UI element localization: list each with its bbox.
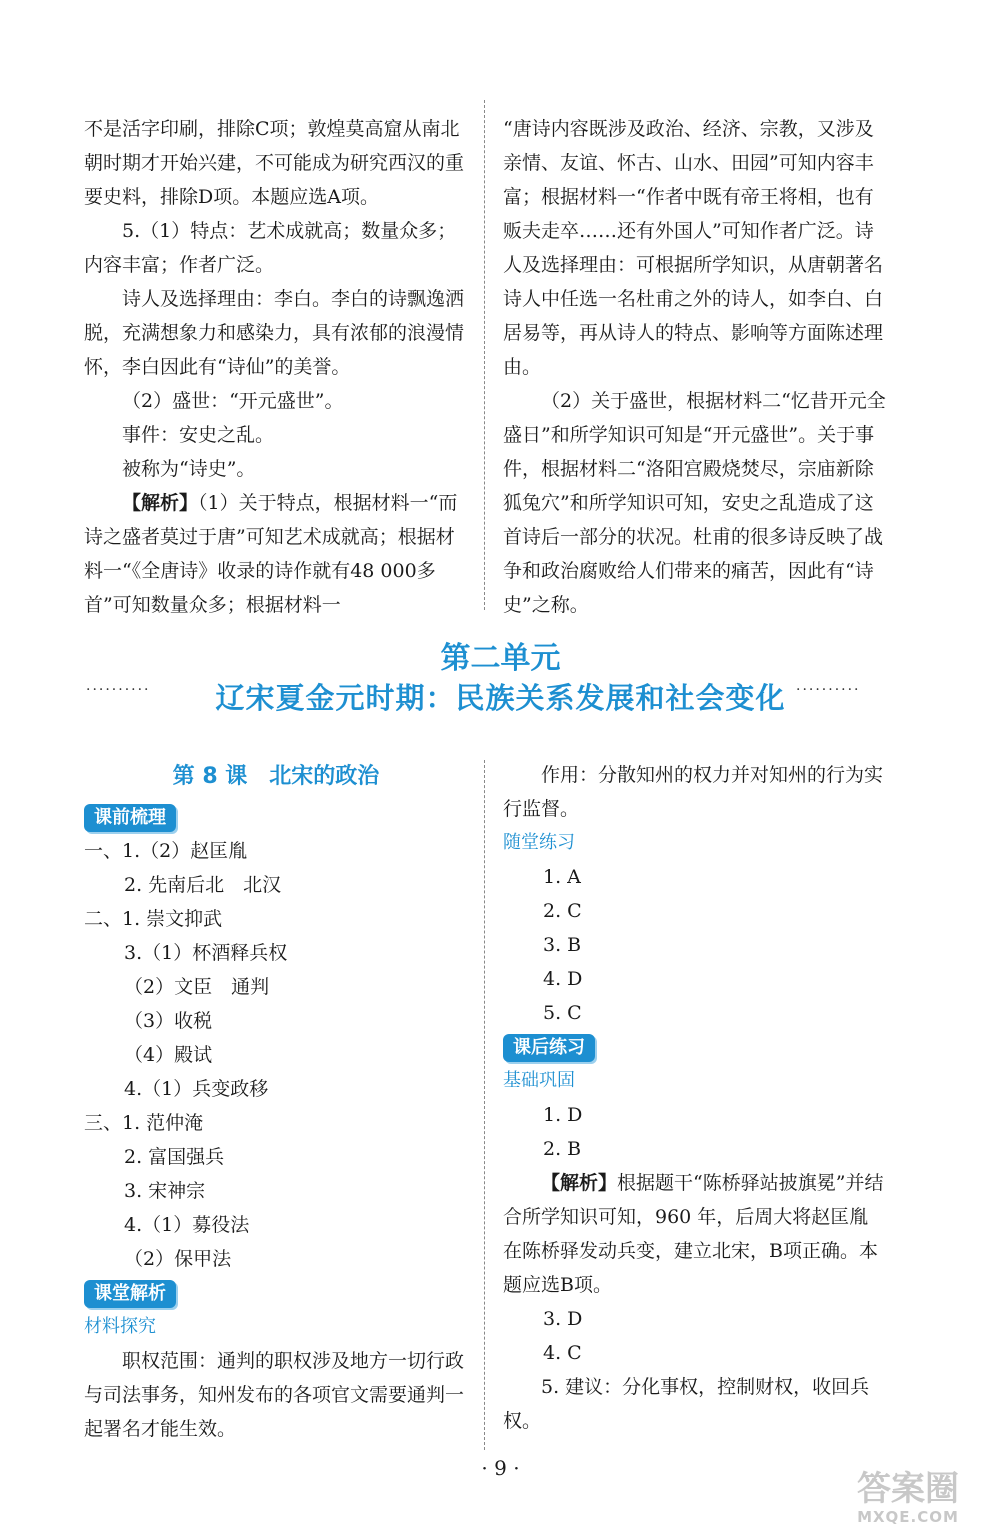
answer: 3. D (543, 1308, 583, 1330)
column-divider (484, 100, 485, 610)
material-label: 材料探究 (84, 1316, 156, 1337)
paragraph: 事件：安史之乱。 (122, 424, 275, 446)
outline-item: 4.（1）募役法 (124, 1214, 250, 1236)
dotted-rule-left: ·········· (86, 682, 151, 698)
top-left-column (84, 112, 468, 622)
answer: 2. B (543, 1138, 582, 1160)
outline-item: （2）保甲法 (124, 1248, 232, 1270)
outline-item: 3.（1）杯酒释兵权 (124, 942, 288, 964)
paragraph: （2）盛世：“开元盛世”。 (122, 390, 344, 412)
dotted-rule-right: ·········· (796, 682, 861, 698)
top-right-column (503, 112, 887, 622)
analysis-paragraph (503, 1166, 887, 1302)
after-class-badge: 课后练习 (503, 1034, 595, 1062)
analysis-text: 根据题干“陈桥驿站披旗冕”并结合所学知识可知，960 年，后周大将赵匡胤在陈桥驿发动兵变，建立北宋，B项正确。本题应选B项。 (503, 1172, 884, 1296)
analysis-label: 【解析】 (541, 1172, 618, 1194)
outline-item: 4.（1）兵变政移 (124, 1078, 269, 1100)
material-text: 职权范围：通判的职权涉及地方一切行政与司法事务，知州发布的各项官文需要通判一起署名才能生效。 (84, 1350, 465, 1440)
paragraph: 5.（1）特点：艺术成就高；数量众多；内容丰富；作者广泛。 (84, 220, 457, 276)
paragraph: 诗人及选择理由：李白。李白的诗飘逸洒脱，充满想象力和感染力，具有浓郁的浪漫情怀，李白因此有“诗仙”的美誉。 (84, 288, 465, 378)
watermark-logo (828, 1470, 988, 1532)
page-number: · 9 · (481, 1456, 520, 1480)
answer: 1. D (543, 1104, 583, 1126)
answer: 4. D (543, 968, 583, 990)
paragraph: 不是活字印刷，排除C项；敦煌莫高窟从南北朝时期才开始兴建，不可能成为研究西汉的重要史料，排除D项。本题应选A项。 (84, 118, 465, 208)
outline-item: （2）文臣 通判 (124, 976, 270, 998)
analysis-text: （1）关于特点，根据材料一“而诗之盛者莫过于唐”可知艺术成就高；根据材料一“《全唐诗》收录的诗作就有48 000多首”可知数量众多；根据材料一 (84, 492, 458, 616)
analysis-paragraph (84, 486, 468, 622)
paragraph: “唐诗内容既涉及政治、经济、宗教，又涉及亲情、友谊、怀古、山水、田园”可知内容丰富；根据材料一“作者中既有帝王将相，也有贩夫走卒……还有外国人”可知作者广泛。诗人及选择理由：可根据所学知识，从唐朝著名诗人中任选一名杜甫之外的诗人，如李白、白居易等，再从诗人的特点、影响等方面陈述理由。 (503, 118, 884, 378)
bottom-left-column (84, 760, 468, 1446)
outline-item: 三、1. 范仲淹 (84, 1112, 204, 1134)
unit-title: 第二单元 (440, 641, 561, 676)
unit-subtitle: 辽宋夏金元时期：民族关系发展和社会变化 (215, 681, 786, 715)
analysis-label: 【解析】 (122, 492, 199, 514)
suggestion-text: 5. 建议：分化事权，控制财权，收回兵权。 (503, 1376, 870, 1432)
paragraph: （2）关于盛世，根据材料二“忆昔开元全盛日”和所学知识可知是“开元盛世”。关于事件，根据材料二“洛阳宫殿烧焚尽，宗庙新除狐兔穴”和所学知识可知，安史之乱造成了这首诗后一部分的状况。杜甫的很多诗反映了战争和政治腐败给人们带来的痛苦，因此有“诗史”之称。 (503, 390, 886, 616)
outline-item: （3）收税 (124, 1010, 213, 1032)
pre-class-badge: 课前梳理 (84, 804, 176, 832)
outline-item: 2. 先南后北 北汉 (124, 874, 282, 896)
outline-item: 二、1. 崇文抑武 (84, 908, 223, 930)
outline-item: 一、1.（2）赵匡胤 (84, 840, 248, 862)
in-class-badge: 课堂解析 (84, 1280, 176, 1308)
outline-item: 3. 宋神宗 (124, 1180, 206, 1202)
lesson-title: 第 8 课 北宋的政治 (172, 764, 380, 789)
function-text: 作用：分散知州的权力并对知州的行为实行监督。 (503, 764, 884, 820)
watermark-text: 答案圈 (857, 1469, 959, 1509)
bottom-right-column (503, 758, 887, 1438)
practice-label: 随堂练习 (503, 832, 575, 853)
answer: 2. C (543, 900, 582, 922)
column-divider (484, 760, 485, 1450)
paragraph: 被称为“诗史”。 (122, 458, 256, 480)
outline-item: （4）殿试 (124, 1044, 213, 1066)
unit-heading (0, 640, 1001, 718)
outline-item: 2. 富国强兵 (124, 1146, 225, 1168)
answer: 5. C (543, 1002, 582, 1024)
answer: 4. C (543, 1342, 582, 1364)
basic-label: 基础巩固 (503, 1070, 575, 1091)
answer: 3. B (543, 934, 582, 956)
answer: 1. A (543, 866, 581, 888)
watermark-url: MXQE.COM (857, 1508, 959, 1526)
